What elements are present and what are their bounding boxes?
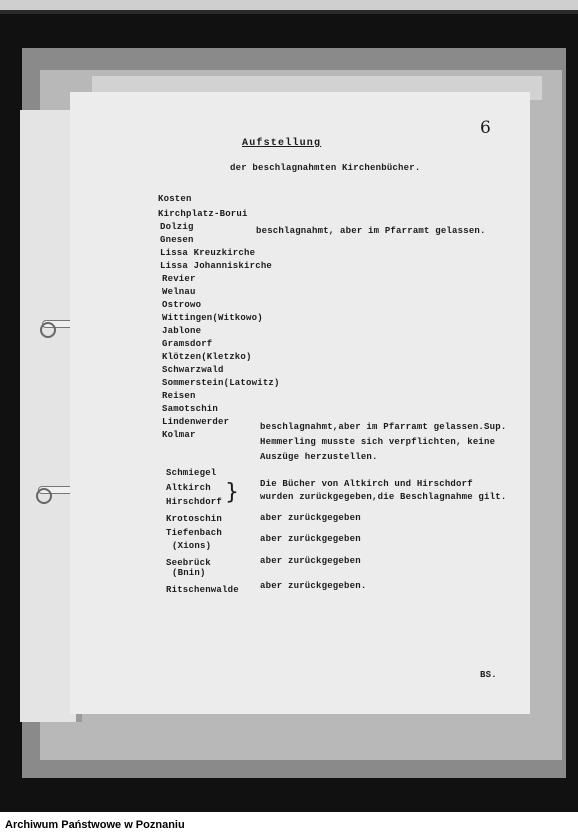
archive-name: Archiwum Państwowe w Poznaniu bbox=[5, 819, 185, 831]
place-item: Samotschin bbox=[162, 404, 219, 414]
place-altkirch: Altkirch bbox=[166, 483, 211, 493]
top-border-strip bbox=[0, 0, 578, 10]
place-item: Wittingen(Witkowo) bbox=[162, 313, 263, 323]
place-krotoschin: Krotoschin bbox=[166, 514, 223, 524]
note-group2-line2: wurden zurückgegeben,die Beschlagnahme gilt. bbox=[260, 492, 507, 502]
place-item: Jablone bbox=[162, 326, 202, 336]
place-item: Gnesen bbox=[160, 235, 194, 245]
note-group2-line1: Die Bücher von Altkirch und Hirschdorf bbox=[260, 479, 473, 489]
note-seebrueck: aber zurückgegeben bbox=[260, 556, 361, 566]
place-item: Kolmar bbox=[162, 430, 196, 440]
place-item: Reisen bbox=[162, 391, 196, 401]
place-item: Sommerstein(Latowitz) bbox=[162, 378, 280, 388]
top-border-line bbox=[0, 10, 578, 14]
note-tiefenbach: aber zurückgegeben bbox=[260, 534, 361, 544]
document-subtitle: der beschlagnahmten Kirchenbücher. bbox=[230, 163, 421, 173]
note-krotoschin: aber zurückgegeben bbox=[260, 513, 361, 523]
place-item: Revier bbox=[162, 274, 196, 284]
footer-bar bbox=[0, 812, 578, 840]
note-kolmar-line3: Auszüge herzustellen. bbox=[260, 452, 378, 462]
document-page bbox=[70, 92, 530, 714]
place-tiefenbach: Tiefenbach bbox=[166, 528, 223, 538]
place-item: Dolzig bbox=[160, 222, 194, 232]
note-ritschenwalde: aber zurückgegeben. bbox=[260, 581, 367, 591]
place-item: Kosten bbox=[158, 194, 192, 204]
note-kolmar-line1: beschlagnahmt,aber im Pfarramt gelassen.Sup. bbox=[260, 422, 507, 432]
place-item: Schwarzwald bbox=[162, 365, 224, 375]
page-number: 6 bbox=[480, 118, 492, 138]
document-title: Aufstellung bbox=[242, 138, 322, 149]
place-item: Kirchplatz-Borui bbox=[158, 209, 248, 219]
place-item: Gramsdorf bbox=[162, 339, 213, 349]
place-seebrueck-alt: (Bnin) bbox=[172, 568, 206, 578]
note-kolmar-line2: Hemmerling musste sich verpflichten, keine bbox=[260, 437, 496, 447]
brace-symbol: } bbox=[225, 480, 239, 505]
place-seebrueck: Seebrück bbox=[166, 558, 211, 568]
place-item: Welnau bbox=[162, 287, 196, 297]
place-item: Lissa Johanniskirche bbox=[160, 261, 273, 271]
place-schmiegel: Schmiegel bbox=[166, 468, 217, 478]
place-item: Klötzen(Kletzko) bbox=[162, 352, 252, 362]
note-group1: beschlagnahmt, aber im Pfarramt gelassen. bbox=[256, 226, 486, 236]
initials: BS. bbox=[480, 670, 497, 680]
place-tiefenbach-alt: (Xions) bbox=[172, 541, 212, 551]
bound-left-sheet bbox=[20, 110, 77, 722]
place-item: Ostrowo bbox=[162, 300, 202, 310]
place-hirschdorf: Hirschdorf bbox=[166, 497, 223, 507]
place-item: Lissa Kreuzkirche bbox=[160, 248, 256, 258]
binder-ring-lower bbox=[36, 488, 52, 504]
place-item: Lindenwerder bbox=[162, 417, 230, 427]
place-ritschenwalde: Ritschenwalde bbox=[166, 585, 239, 595]
binder-ring-upper bbox=[40, 322, 56, 338]
